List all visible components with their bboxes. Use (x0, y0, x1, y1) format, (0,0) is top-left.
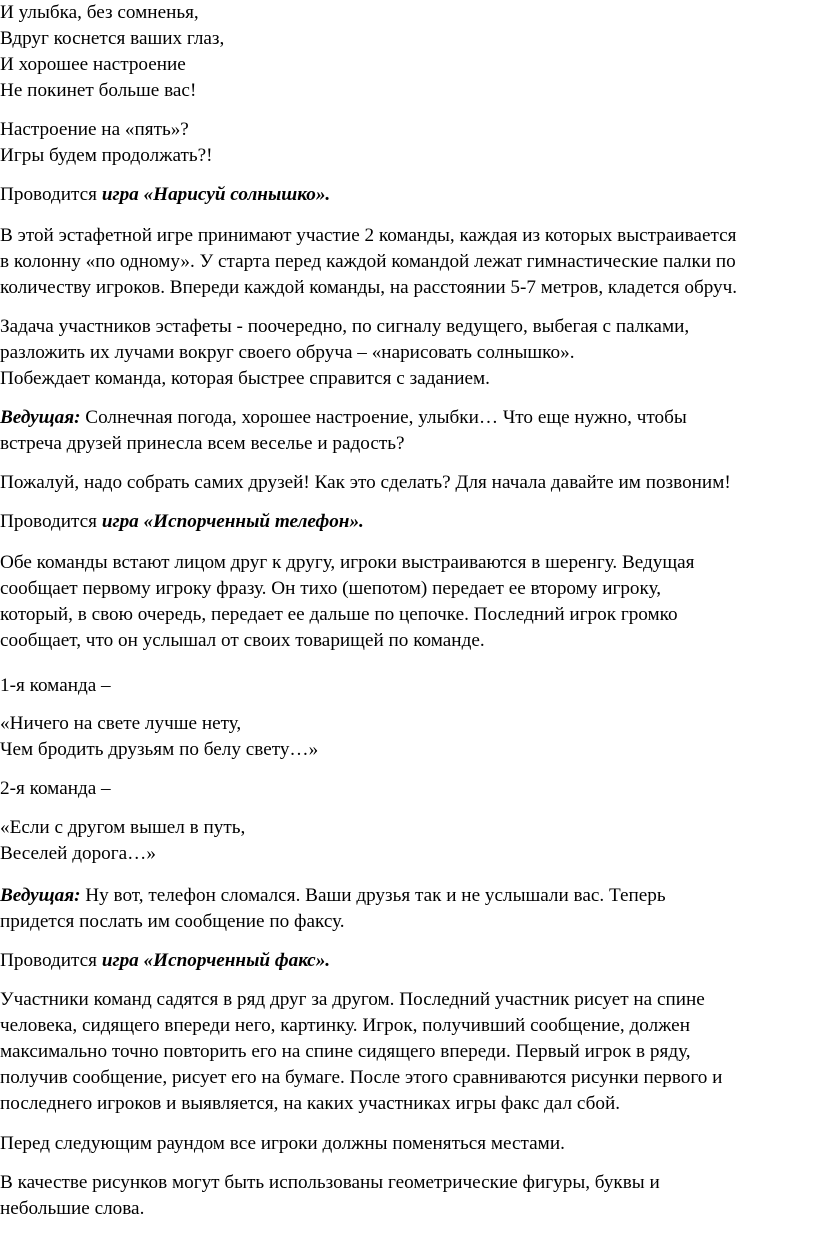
text-line: Задача участников эстафеты - поочередно, по сигналу ведущего, выбегая с палками, (0, 316, 690, 337)
text-line: 1-я команда – (0, 675, 111, 696)
text-line: 2-я команда – (0, 778, 111, 799)
text-line: Игры будем продолжать?! (0, 145, 213, 166)
paragraph (0, 1131, 812, 1157)
text-line: человека, сидящего впереди него, картинку. Игрок, получивший сообщение, должен (0, 1015, 690, 1036)
paragraph (0, 550, 812, 654)
text-line: последнего игроков и выявляется, на каких участниках игры факс дал сбой. (0, 1093, 621, 1114)
paragraph (0, 1170, 812, 1222)
text-line: Вдруг коснется ваших глаз, (0, 28, 225, 49)
game-heading (0, 948, 812, 974)
heading-prefix: Проводится (0, 184, 102, 205)
text-line: Участники команд садятся в ряд друг за другом. Последний участник рисует на спине (0, 989, 705, 1010)
text-line: разложить их лучами вокруг своего обруча – «нарисовать солнышко». (0, 342, 575, 363)
speaker-text: Ну вот, телефон сломался. Ваши друзья так и не услышали вас. Теперь (80, 885, 666, 906)
speaker-label: Ведущая: (0, 885, 81, 906)
heading-prefix: Проводится (0, 950, 102, 971)
text-line: максимально точно повторить его на спине сидящего впереди. Первый игрок в ряду, (0, 1041, 691, 1062)
game-heading (0, 509, 812, 535)
text-line: «Если с другом вышел в путь, (0, 817, 246, 838)
speaker-label: Ведущая: (0, 407, 81, 428)
text-line: получив сообщение, рисует его на бумаге. После этого сравниваются рисунки первого и (0, 1067, 723, 1088)
game-title: игра «Испорченный телефон». (101, 511, 364, 532)
text-line: Обе команды встают лицом друг к другу, игроки выстраиваются в шеренгу. Ведущая (0, 552, 695, 573)
text-line: Пожалуй, надо собрать самих друзей! Как это сделать? Для начала давайте им позвоним! (0, 472, 731, 493)
text-line: Настроение на «пять»? (0, 119, 189, 140)
text-line: «Ничего на свете лучше нету, (0, 713, 242, 734)
text-line: В этой эстафетной игре принимают участие 2 команды, каждая из которых выстраивается (0, 225, 737, 246)
team-label (0, 776, 812, 802)
paragraph (0, 314, 812, 392)
text-line: небольшие слова. (0, 1198, 145, 1219)
game-heading (0, 182, 812, 208)
heading-prefix: Проводится (0, 511, 102, 532)
team-label (0, 673, 812, 699)
text-line: в колонну «по одному». У старта перед каждой командой лежат гимнастические палки по (0, 251, 736, 272)
text-line (0, 883, 812, 909)
text-line: И улыбка, без сомненья, (0, 2, 199, 23)
text-line: встреча друзей принесла всем веселье и радость? (0, 433, 405, 454)
text-line: И хорошее настроение (0, 54, 186, 75)
text-line: Побеждает команда, которая быстрее справится с заданием. (0, 368, 490, 389)
speaker-text: Солнечная погода, хорошее настроение, улыбки… Что еще нужно, чтобы (80, 407, 687, 428)
poem-stanza (0, 117, 812, 169)
text-line: сообщает первому игроку фразу. Он тихо (шепотом) передает ее второму игроку, (0, 578, 662, 599)
paragraph (0, 223, 812, 301)
text-line: Чем бродить друзьям по белу свету…» (0, 739, 319, 760)
game-title: игра «Испорченный факс». (101, 950, 331, 971)
text-line: Веселей дорога…» (0, 843, 156, 864)
text-line: сообщает, что он услышал от своих товарищей по команде. (0, 630, 485, 651)
quote (0, 815, 812, 867)
text-line: придется послать им сообщение по факсу. (0, 911, 345, 932)
text-line: количеству игроков. Впереди каждой команды, на расстоянии 5-7 метров, кладется обруч. (0, 277, 738, 298)
quote (0, 711, 812, 763)
paragraph (0, 470, 812, 496)
game-title: игра «Нарисуй солнышко». (101, 184, 331, 205)
text-line: который, в свою очередь, передает ее дальше по цепочке. Последний игрок громко (0, 604, 678, 625)
poem-stanza (0, 0, 812, 104)
text-line: Не покинет больше вас! (0, 80, 197, 101)
text-line: Перед следующим раундом все игроки должны поменяться местами. (0, 1133, 565, 1154)
speaker-paragraph (0, 405, 812, 457)
speaker-paragraph (0, 883, 812, 935)
paragraph (0, 987, 812, 1117)
text-line (0, 405, 812, 431)
text-line: В качестве рисунков могут быть использованы геометрические фигуры, буквы и (0, 1172, 660, 1193)
